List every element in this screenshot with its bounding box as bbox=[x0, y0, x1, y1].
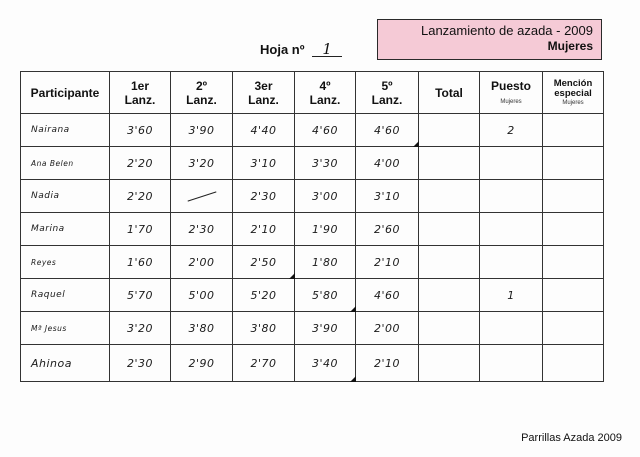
lanz1-value: 2'20 bbox=[126, 189, 154, 203]
participant-name: Ahinoa bbox=[31, 356, 72, 370]
participant-name: Nadia bbox=[31, 191, 60, 201]
lanz4-value: 3'40 bbox=[311, 356, 339, 370]
total-cell[interactable] bbox=[419, 279, 480, 312]
lanz5-cell[interactable] bbox=[356, 312, 419, 345]
table-row bbox=[21, 279, 604, 312]
lanz5-value: 3'10 bbox=[373, 189, 401, 203]
lanz4-value: 3'00 bbox=[311, 189, 339, 203]
lanz3-cell[interactable] bbox=[233, 114, 295, 147]
sheet-number-value: 1 bbox=[312, 42, 342, 57]
lanz3-value: 2'30 bbox=[250, 189, 277, 203]
participant-name: Reyes bbox=[31, 257, 57, 267]
lanz3-value: 5'20 bbox=[250, 288, 277, 302]
header-row bbox=[21, 72, 604, 114]
col-header-lanz2-line1: 2º bbox=[195, 78, 208, 93]
lanz2-value: 3'20 bbox=[188, 156, 215, 170]
total-cell[interactable] bbox=[419, 147, 480, 180]
puesto-cell[interactable] bbox=[480, 114, 543, 147]
participant-name-cell[interactable] bbox=[21, 345, 110, 382]
table-row bbox=[21, 114, 604, 147]
lanz2-cell[interactable] bbox=[171, 147, 233, 180]
lanz2-cell[interactable] bbox=[171, 345, 233, 382]
lanz4-value: 3'90 bbox=[311, 321, 339, 335]
puesto-cell[interactable] bbox=[480, 213, 543, 246]
participant-name: Mª Jesus bbox=[31, 323, 67, 333]
table-row bbox=[21, 213, 604, 246]
lanz5-cell[interactable] bbox=[356, 279, 419, 312]
table-row bbox=[21, 147, 604, 180]
sheet-title: Lanzamiento de azada - 2009 bbox=[420, 23, 593, 38]
lanz5-cell[interactable] bbox=[356, 213, 419, 246]
participant-name-cell[interactable] bbox=[21, 180, 110, 213]
lanz4-cell[interactable] bbox=[295, 312, 356, 345]
lanz5-cell[interactable] bbox=[356, 114, 419, 147]
mencion-cell[interactable] bbox=[543, 147, 604, 180]
results-table bbox=[20, 71, 604, 382]
participant-name: Ana Belen bbox=[31, 158, 74, 168]
lanz1-value: 1'70 bbox=[126, 222, 154, 236]
lanz1-value: 2'20 bbox=[126, 156, 154, 170]
lanz3-value: 2'50 bbox=[250, 255, 277, 269]
lanz3-cell[interactable] bbox=[233, 147, 295, 180]
lanz4-cell[interactable] bbox=[295, 114, 356, 147]
lanz4-cell[interactable] bbox=[295, 279, 356, 312]
lanz1-value: 2'30 bbox=[126, 356, 154, 370]
lanz3-value: 3'10 bbox=[250, 156, 277, 170]
lanz5-value: 2'10 bbox=[373, 255, 401, 269]
col-header-lanz4-line1: 4º bbox=[319, 78, 331, 93]
sheet-number-label: Hoja nº bbox=[260, 42, 305, 57]
total-cell[interactable] bbox=[419, 345, 480, 382]
title-box bbox=[377, 19, 602, 60]
col-header-lanz3-line1: 3er bbox=[254, 78, 273, 93]
lanz1-value: 3'20 bbox=[126, 321, 154, 335]
puesto-value: 2 bbox=[507, 123, 515, 137]
lanz1-cell[interactable] bbox=[110, 147, 171, 180]
lanz3-cell[interactable] bbox=[233, 279, 295, 312]
empty-throw-dash bbox=[187, 191, 216, 201]
col-header-lanz1-line1: 1er bbox=[130, 78, 150, 93]
sheet-number bbox=[260, 42, 342, 57]
col-header-total: Total bbox=[419, 72, 480, 114]
lanz1-cell[interactable] bbox=[110, 312, 171, 345]
lanz2-cell[interactable] bbox=[171, 279, 233, 312]
lanz3-cell[interactable] bbox=[233, 180, 295, 213]
col-header-lanz2 bbox=[171, 72, 233, 114]
lanz2-cell[interactable] bbox=[171, 114, 233, 147]
sheet-subtitle: Mujeres bbox=[547, 39, 593, 53]
lanz1-cell[interactable] bbox=[110, 213, 171, 246]
lanz1-value: 3'60 bbox=[126, 123, 154, 137]
col-header-puesto-label: Puesto bbox=[490, 79, 531, 93]
mencion-cell[interactable] bbox=[543, 312, 604, 345]
lanz2-value: 3'80 bbox=[188, 321, 215, 335]
puesto-value: 1 bbox=[507, 288, 515, 302]
table-row bbox=[21, 246, 604, 279]
lanz2-value: 2'00 bbox=[188, 255, 215, 269]
mencion-cell[interactable] bbox=[543, 246, 604, 279]
col-header-lanz5 bbox=[356, 72, 419, 114]
lanz4-cell[interactable] bbox=[295, 246, 356, 279]
lanz3-value: 2'70 bbox=[250, 356, 277, 370]
lanz5-cell[interactable] bbox=[356, 147, 419, 180]
lanz2-value: 2'90 bbox=[188, 356, 215, 370]
mencion-cell[interactable] bbox=[543, 345, 604, 382]
mencion-cell[interactable] bbox=[543, 213, 604, 246]
lanz5-value: 2'00 bbox=[373, 321, 401, 335]
lanz4-cell[interactable] bbox=[295, 180, 356, 213]
lanz1-cell[interactable] bbox=[110, 180, 171, 213]
col-header-participante: Participante bbox=[21, 72, 110, 114]
lanz4-cell[interactable] bbox=[295, 147, 356, 180]
lanz1-value: 5'70 bbox=[126, 288, 154, 302]
lanz5-value: 2'10 bbox=[373, 356, 401, 370]
col-header-lanz4-line2: Lanz. bbox=[309, 92, 341, 107]
lanz1-cell[interactable] bbox=[110, 246, 171, 279]
participant-name-cell[interactable] bbox=[21, 147, 110, 180]
lanz4-cell[interactable] bbox=[295, 345, 356, 382]
puesto-cell[interactable] bbox=[480, 345, 543, 382]
lanz5-value: 2'60 bbox=[373, 222, 401, 236]
footer-text: Parrillas Azada 2009 bbox=[521, 432, 622, 444]
lanz1-cell[interactable] bbox=[110, 279, 171, 312]
lanz4-value: 3'30 bbox=[311, 156, 339, 170]
lanz4-value: 1'80 bbox=[311, 255, 339, 269]
mencion-cell[interactable] bbox=[543, 114, 604, 147]
col-header-lanz3 bbox=[233, 72, 295, 114]
table-row bbox=[21, 345, 604, 382]
total-cell[interactable] bbox=[419, 213, 480, 246]
total-cell[interactable] bbox=[419, 246, 480, 279]
lanz5-value: 4'60 bbox=[373, 123, 401, 137]
lanz2-value: 2'30 bbox=[188, 222, 215, 236]
lanz3-value: 3'80 bbox=[250, 321, 277, 335]
col-header-lanz4 bbox=[295, 72, 356, 114]
participant-name-cell[interactable] bbox=[21, 246, 110, 279]
lanz2-cell[interactable] bbox=[171, 312, 233, 345]
lanz4-value: 5'80 bbox=[311, 288, 339, 302]
puesto-cell[interactable] bbox=[480, 312, 543, 345]
lanz1-cell[interactable] bbox=[110, 345, 171, 382]
col-header-mencion-sub: Mujeres bbox=[562, 99, 584, 106]
col-header-puesto-sub: Mujeres bbox=[500, 99, 522, 105]
col-header-mencion-line2: especial bbox=[554, 87, 592, 99]
participant-name-cell[interactable] bbox=[21, 312, 110, 345]
lanz3-cell[interactable] bbox=[233, 312, 295, 345]
lanz4-value: 1'90 bbox=[311, 222, 339, 236]
lanz2-value: 5'00 bbox=[188, 288, 215, 302]
total-cell[interactable] bbox=[419, 312, 480, 345]
participant-name-cell[interactable] bbox=[21, 114, 110, 147]
lanz3-value: 2'10 bbox=[250, 222, 277, 236]
col-header-lanz1-line2: Lanz. bbox=[124, 92, 156, 107]
lanz2-cell[interactable] bbox=[171, 180, 233, 213]
lanz5-value: 4'00 bbox=[373, 156, 401, 170]
col-header-mencion-line1: Mención bbox=[553, 77, 593, 89]
lanz3-cell[interactable] bbox=[233, 345, 295, 382]
puesto-cell[interactable] bbox=[480, 246, 543, 279]
participant-name-cell[interactable] bbox=[21, 279, 110, 312]
lanz1-cell[interactable] bbox=[110, 114, 171, 147]
col-header-puesto bbox=[480, 72, 543, 114]
lanz3-cell[interactable] bbox=[233, 246, 295, 279]
mencion-cell[interactable] bbox=[543, 180, 604, 213]
participant-name: Marina bbox=[31, 224, 65, 234]
lanz1-value: 1'60 bbox=[126, 255, 154, 269]
puesto-cell[interactable] bbox=[480, 180, 543, 213]
lanz3-cell[interactable] bbox=[233, 213, 295, 246]
table-row bbox=[21, 312, 604, 345]
lanz5-cell[interactable] bbox=[356, 180, 419, 213]
total-cell[interactable] bbox=[419, 114, 480, 147]
participant-name-cell[interactable] bbox=[21, 213, 110, 246]
participant-name: Nairana bbox=[31, 125, 70, 135]
mencion-cell[interactable] bbox=[543, 279, 604, 312]
puesto-cell[interactable] bbox=[480, 147, 543, 180]
lanz4-cell[interactable] bbox=[295, 213, 356, 246]
lanz5-value: 4'60 bbox=[373, 288, 401, 302]
lanz5-cell[interactable] bbox=[356, 246, 419, 279]
lanz5-cell[interactable] bbox=[356, 345, 419, 382]
col-header-lanz5-line1: 5º bbox=[381, 78, 393, 93]
total-cell[interactable] bbox=[419, 180, 480, 213]
puesto-cell[interactable] bbox=[480, 279, 543, 312]
lanz2-cell[interactable] bbox=[171, 213, 233, 246]
table-row bbox=[21, 180, 604, 213]
col-header-lanz5-line2: Lanz. bbox=[371, 92, 403, 107]
col-header-mencion bbox=[543, 72, 604, 114]
col-header-lanz2-line2: Lanz. bbox=[186, 92, 217, 107]
participant-name: Raquel bbox=[31, 290, 66, 300]
lanz2-cell[interactable] bbox=[171, 246, 233, 279]
col-header-lanz1 bbox=[110, 72, 171, 114]
col-header-lanz3-line2: Lanz. bbox=[248, 92, 279, 107]
lanz4-value: 4'60 bbox=[311, 123, 339, 137]
lanz2-value: 3'90 bbox=[188, 123, 215, 137]
lanz3-value: 4'40 bbox=[250, 123, 277, 137]
